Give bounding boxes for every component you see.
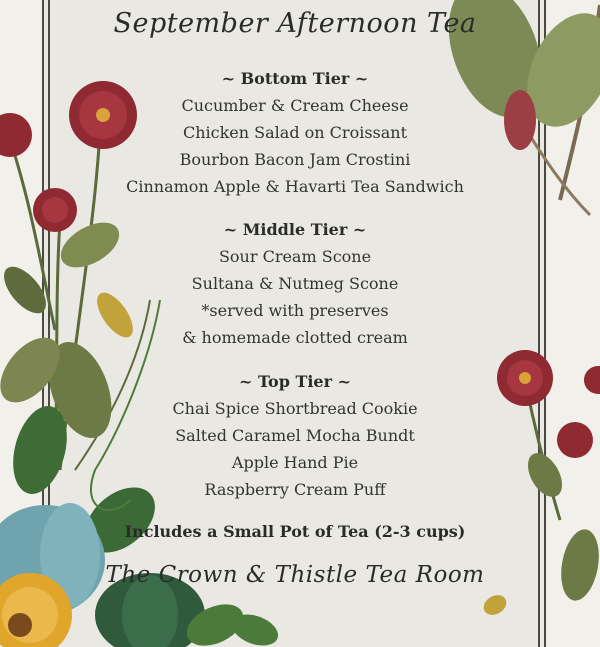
menu-item: Cinnamon Apple & Havarti Tea Sandwich <box>126 177 464 196</box>
menu-item: Bourbon Bacon Jam Crostini <box>179 150 411 169</box>
bottom-tier-heading: ~ Bottom Tier ~ <box>221 69 369 88</box>
menu-item: *served with preserves <box>201 301 389 320</box>
bottom-tier-section <box>60 66 530 200</box>
menu-title: September Afternoon Tea <box>113 8 477 39</box>
menu-item: Apple Hand Pie <box>231 453 359 472</box>
menu-item: Sour Cream Scone <box>218 247 372 266</box>
menu-item: Chai Spice Shortbread Cookie <box>172 399 418 418</box>
menu-item: & homemade clotted cream <box>182 328 408 347</box>
menu-item: Raspberry Cream Puff <box>204 480 386 499</box>
top-tier-heading: ~ Top Tier ~ <box>238 372 352 391</box>
tea-room-name: The Crown & Thistle Tea Room <box>105 562 485 588</box>
top-tier-section <box>60 369 530 503</box>
middle-tier-heading: ~ Middle Tier ~ <box>223 220 367 239</box>
includes-note: Includes a Small Pot of Tea (2-3 cups) <box>124 522 466 541</box>
menu-item: Salted Caramel Mocha Bundt <box>175 426 415 445</box>
menu-item: Chicken Salad on Croissant <box>182 123 408 142</box>
menu-item: Cucumber & Cream Cheese <box>181 96 409 115</box>
menu-item: Sultana & Nutmeg Scone <box>191 274 399 293</box>
middle-tier-section <box>60 217 530 351</box>
